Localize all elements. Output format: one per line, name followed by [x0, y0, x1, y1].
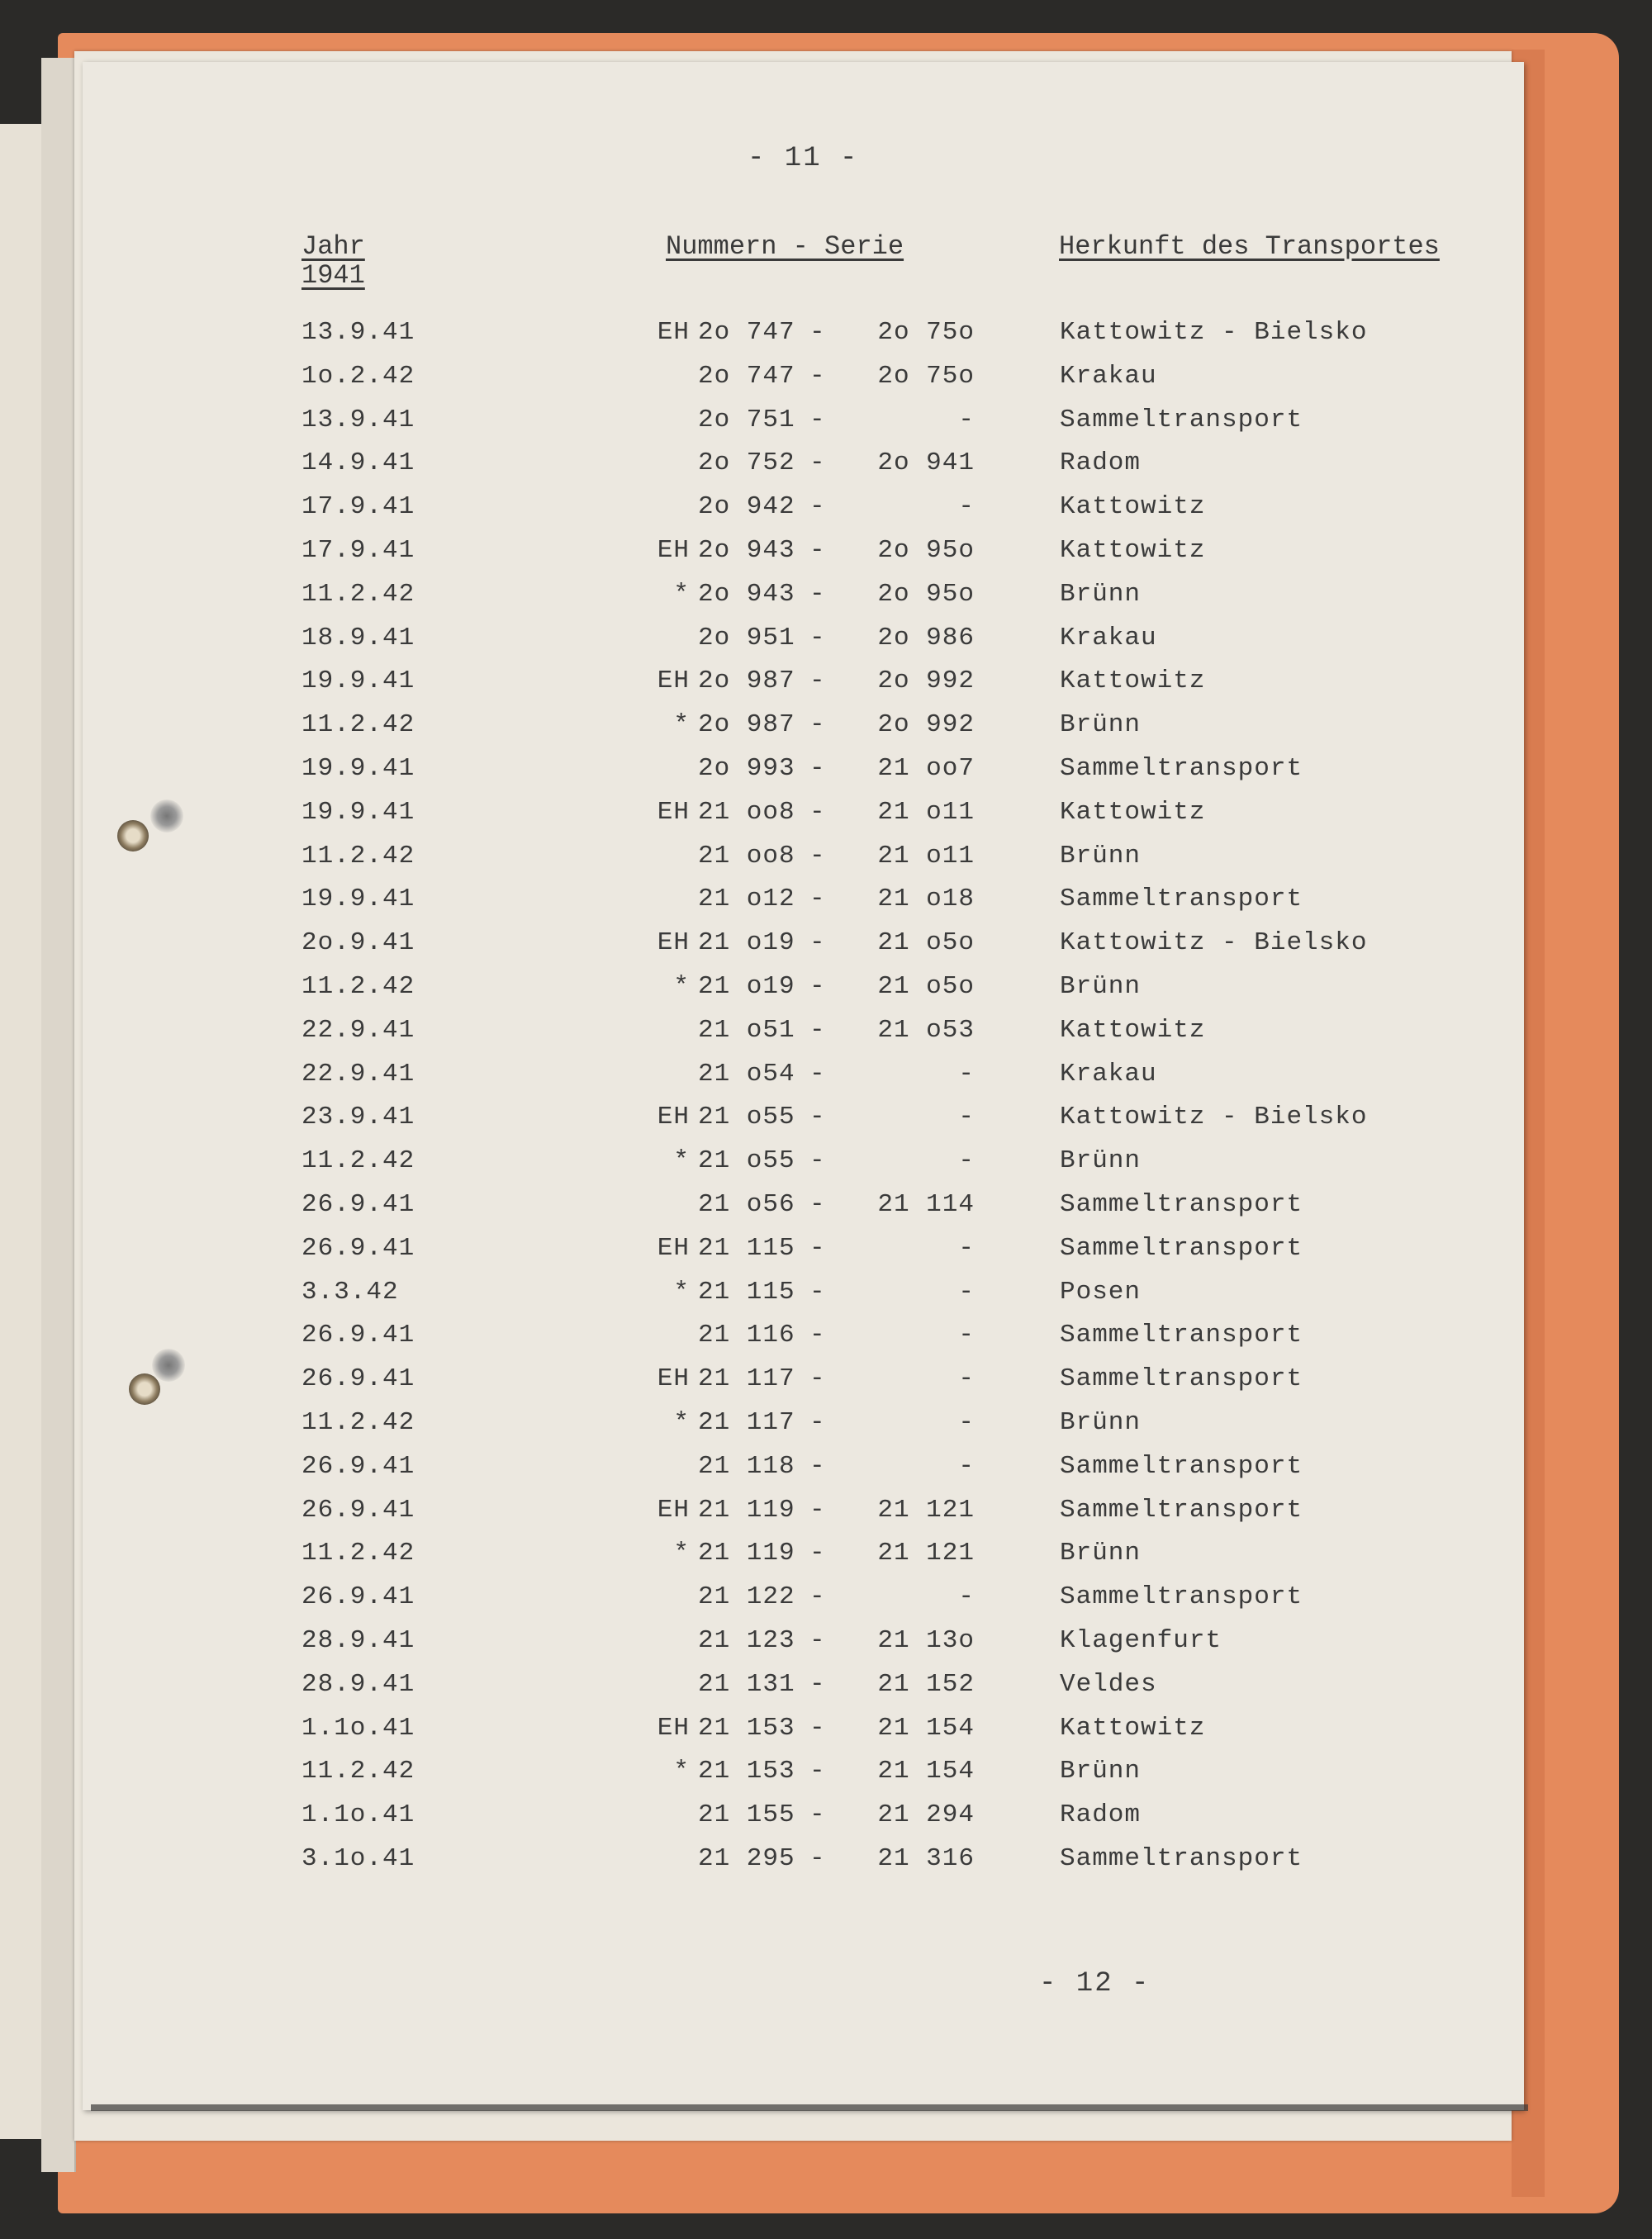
row-origin: Kattowitz: [1060, 492, 1206, 522]
row-number-from: 21 155: [698, 1800, 795, 1830]
row-number-to: -: [958, 1364, 975, 1394]
row-prefix: *: [673, 1539, 690, 1568]
row-prefix: EH: [657, 536, 690, 565]
range-separator: -: [809, 1146, 826, 1176]
row-number-to: -: [958, 1277, 975, 1307]
row-origin: Sammeltransport: [1060, 754, 1303, 783]
row-number-from: 21 o12: [698, 885, 795, 914]
row-number-to: 21 154: [877, 1757, 975, 1786]
table-row: [83, 1626, 1524, 1670]
row-origin: Veldes: [1060, 1669, 1157, 1699]
row-number-to: -: [958, 492, 975, 522]
row-date: 11.2.42: [301, 710, 415, 740]
row-number-to: 2o 75o: [877, 361, 975, 391]
row-prefix: *: [673, 1757, 690, 1786]
row-number-from: 2o 943: [698, 536, 795, 565]
table-row: [83, 1800, 1524, 1844]
row-number-from: 2o 747: [698, 318, 795, 347]
row-origin: Krakau: [1060, 361, 1157, 391]
row-date: 1o.2.42: [301, 361, 415, 391]
row-date: 22.9.41: [301, 1059, 415, 1089]
table-row: [83, 972, 1524, 1016]
row-number-from: 21 295: [698, 1844, 795, 1873]
row-date: 22.9.41: [301, 1015, 415, 1045]
row-date: 13.9.41: [301, 318, 415, 347]
row-number-to: 2o 986: [877, 623, 975, 652]
table-row: [83, 1844, 1524, 1888]
row-date: 11.2.42: [301, 1146, 415, 1176]
row-prefix: *: [673, 1277, 690, 1307]
table-row: [83, 1146, 1524, 1190]
row-origin: Sammeltransport: [1060, 1451, 1303, 1481]
table-row: [83, 448, 1524, 492]
table-row: [83, 1278, 1524, 1321]
row-prefix: EH: [657, 1364, 690, 1394]
table-row: [83, 1364, 1524, 1408]
row-date: 26.9.41: [301, 1582, 415, 1612]
row-date: 3.3.42: [301, 1277, 399, 1307]
punch-hole-mark: [150, 799, 183, 833]
table-row: [83, 624, 1524, 667]
row-number-to: 21 121: [877, 1539, 975, 1568]
row-origin: Radom: [1060, 1800, 1142, 1830]
row-number-to: 2o 941: [877, 448, 975, 478]
range-separator: -: [809, 1277, 826, 1307]
row-origin: Brünn: [1060, 1539, 1142, 1568]
row-number-to: -: [958, 1059, 975, 1089]
row-number-from: 21 o55: [698, 1103, 795, 1132]
row-origin: Krakau: [1060, 623, 1157, 652]
table-row: [83, 318, 1524, 362]
range-separator: -: [809, 1190, 826, 1219]
row-number-to: 21 13o: [877, 1626, 975, 1655]
row-number-to: 2o 992: [877, 666, 975, 696]
header-year: Jahr: [301, 231, 365, 262]
row-date: 11.2.42: [301, 1757, 415, 1786]
row-number-to: 21 o18: [877, 885, 975, 914]
range-separator: -: [809, 361, 826, 391]
punch-hole-mark: [152, 1349, 185, 1382]
range-separator: -: [809, 841, 826, 870]
row-origin: Brünn: [1060, 579, 1142, 609]
table-row: [83, 928, 1524, 972]
row-origin: Kattowitz: [1060, 536, 1206, 565]
range-separator: -: [809, 797, 826, 827]
table-row: [83, 1103, 1524, 1146]
header-number-series: Nummern - Serie: [666, 231, 904, 262]
range-separator: -: [809, 1233, 826, 1263]
row-number-from: 2o 987: [698, 710, 795, 740]
row-number-from: 2o 752: [698, 448, 795, 478]
row-number-to: 21 oo7: [877, 754, 975, 783]
row-date: 2o.9.41: [301, 928, 415, 958]
row-number-to: 21 o11: [877, 797, 975, 827]
row-date: 19.9.41: [301, 885, 415, 914]
row-origin: Sammeltransport: [1060, 1495, 1303, 1525]
table-row: [83, 1496, 1524, 1539]
range-separator: -: [809, 492, 826, 522]
table-row: [83, 710, 1524, 754]
row-origin: Kattowitz - Bielsko: [1060, 1103, 1368, 1132]
row-number-to: 21 294: [877, 1800, 975, 1830]
range-separator: -: [809, 1844, 826, 1873]
range-separator: -: [809, 579, 826, 609]
header-year-value: 1941: [301, 260, 365, 291]
row-date: 11.2.42: [301, 1408, 415, 1437]
range-separator: -: [809, 1800, 826, 1830]
row-number-to: 21 316: [877, 1844, 975, 1873]
row-origin: Brünn: [1060, 972, 1142, 1001]
row-date: 13.9.41: [301, 405, 415, 434]
table-row: [83, 580, 1524, 624]
row-date: 26.9.41: [301, 1495, 415, 1525]
row-prefix: EH: [657, 1103, 690, 1132]
page-number-top: - 11 -: [748, 143, 859, 174]
range-separator: -: [809, 885, 826, 914]
table-row: [83, 362, 1524, 406]
row-number-to: -: [958, 1146, 975, 1176]
page-number-bottom: - 12 -: [1039, 1968, 1151, 1999]
row-number-from: 21 117: [698, 1364, 795, 1394]
row-number-to: 21 o5o: [877, 928, 975, 958]
row-origin: Brünn: [1060, 841, 1142, 870]
row-origin: Kattowitz: [1060, 666, 1206, 696]
row-number-from: 21 118: [698, 1451, 795, 1481]
table-row: [83, 1452, 1524, 1496]
row-number-to: 2o 95o: [877, 536, 975, 565]
row-number-to: -: [958, 1233, 975, 1263]
row-number-to: -: [958, 405, 975, 434]
range-separator: -: [809, 318, 826, 347]
range-separator: -: [809, 405, 826, 434]
left-facing-page: [0, 124, 44, 2139]
row-origin: Kattowitz: [1060, 1015, 1206, 1045]
row-number-to: -: [958, 1408, 975, 1437]
row-number-to: 21 114: [877, 1190, 975, 1219]
row-origin: Sammeltransport: [1060, 1233, 1303, 1263]
range-separator: -: [809, 1495, 826, 1525]
range-separator: -: [809, 1321, 826, 1350]
row-prefix: *: [673, 1146, 690, 1176]
row-number-from: 21 119: [698, 1539, 795, 1568]
row-number-to: 2o 992: [877, 710, 975, 740]
row-origin: Brünn: [1060, 710, 1142, 740]
row-prefix: *: [673, 710, 690, 740]
row-number-from: 21 131: [698, 1669, 795, 1699]
row-number-from: 21 119: [698, 1495, 795, 1525]
row-date: 19.9.41: [301, 797, 415, 827]
range-separator: -: [809, 1626, 826, 1655]
row-origin: Sammeltransport: [1060, 1190, 1303, 1219]
row-prefix: EH: [657, 928, 690, 958]
row-origin: Sammeltransport: [1060, 1321, 1303, 1350]
row-date: 1.1o.41: [301, 1713, 415, 1743]
row-origin: Radom: [1060, 448, 1142, 478]
row-prefix: *: [673, 579, 690, 609]
row-prefix: EH: [657, 318, 690, 347]
row-date: 17.9.41: [301, 492, 415, 522]
range-separator: -: [809, 1059, 826, 1089]
row-number-from: 21 153: [698, 1713, 795, 1743]
table-row: [83, 1190, 1524, 1234]
row-number-from: 21 o19: [698, 928, 795, 958]
row-origin: Brünn: [1060, 1146, 1142, 1176]
row-prefix: EH: [657, 1713, 690, 1743]
row-origin: Sammeltransport: [1060, 1582, 1303, 1612]
range-separator: -: [809, 1757, 826, 1786]
table-row: [83, 798, 1524, 842]
range-separator: -: [809, 1364, 826, 1394]
row-number-to: 2o 95o: [877, 579, 975, 609]
range-separator: -: [809, 1669, 826, 1699]
range-separator: -: [809, 928, 826, 958]
row-number-to: 21 o53: [877, 1015, 975, 1045]
row-number-from: 21 116: [698, 1321, 795, 1350]
row-number-from: 21 115: [698, 1277, 795, 1307]
table-row: [83, 754, 1524, 798]
row-number-from: 21 153: [698, 1757, 795, 1786]
row-origin: Brünn: [1060, 1408, 1142, 1437]
row-number-from: 21 oo8: [698, 797, 795, 827]
row-date: 26.9.41: [301, 1321, 415, 1350]
row-prefix: EH: [657, 666, 690, 696]
range-separator: -: [809, 1451, 826, 1481]
row-number-from: 2o 951: [698, 623, 795, 652]
row-prefix: *: [673, 1408, 690, 1437]
row-number-from: 21 123: [698, 1626, 795, 1655]
table-row: [83, 842, 1524, 885]
row-number-from: 21 o55: [698, 1146, 795, 1176]
table-row: [83, 1539, 1524, 1582]
row-number-to: -: [958, 1321, 975, 1350]
row-number-from: 21 o51: [698, 1015, 795, 1045]
row-date: 3.1o.41: [301, 1844, 415, 1873]
row-origin: Sammeltransport: [1060, 1364, 1303, 1394]
table-row: [83, 1060, 1524, 1103]
row-number-to: 21 152: [877, 1669, 975, 1699]
row-origin: Kattowitz - Bielsko: [1060, 928, 1368, 958]
row-prefix: EH: [657, 1233, 690, 1263]
range-separator: -: [809, 972, 826, 1001]
row-number-to: 2o 75o: [877, 318, 975, 347]
table-row: [83, 1582, 1524, 1626]
row-number-to: -: [958, 1451, 975, 1481]
table-row: [83, 1714, 1524, 1758]
row-origin: Krakau: [1060, 1059, 1157, 1089]
table-row: [83, 1234, 1524, 1278]
row-origin: Klagenfurt: [1060, 1626, 1222, 1655]
range-separator: -: [809, 448, 826, 478]
row-origin: Sammeltransport: [1060, 405, 1303, 434]
row-number-from: 2o 993: [698, 754, 795, 783]
row-number-to: 21 o11: [877, 841, 975, 870]
range-separator: -: [809, 623, 826, 652]
range-separator: -: [809, 1103, 826, 1132]
row-number-to: 21 154: [877, 1713, 975, 1743]
range-separator: -: [809, 1582, 826, 1612]
punch-hole: [117, 820, 149, 851]
row-number-from: 21 o19: [698, 972, 795, 1001]
row-prefix: EH: [657, 1495, 690, 1525]
row-date: 11.2.42: [301, 841, 415, 870]
range-separator: -: [809, 1539, 826, 1568]
row-prefix: *: [673, 972, 690, 1001]
row-number-from: 21 o56: [698, 1190, 795, 1219]
row-number-from: 21 117: [698, 1408, 795, 1437]
row-number-from: 21 o54: [698, 1059, 795, 1089]
table-row: [83, 492, 1524, 536]
row-date: 26.9.41: [301, 1190, 415, 1219]
range-separator: -: [809, 1713, 826, 1743]
row-origin: Sammeltransport: [1060, 1844, 1303, 1873]
row-number-to: 21 121: [877, 1495, 975, 1525]
row-number-from: 21 oo8: [698, 841, 795, 870]
row-date: 19.9.41: [301, 666, 415, 696]
range-separator: -: [809, 1408, 826, 1437]
row-origin: Kattowitz - Bielsko: [1060, 318, 1368, 347]
table-row: [83, 1321, 1524, 1364]
row-origin: Sammeltransport: [1060, 885, 1303, 914]
row-origin: Brünn: [1060, 1757, 1142, 1786]
range-separator: -: [809, 710, 826, 740]
row-number-from: 21 115: [698, 1233, 795, 1263]
row-date: 28.9.41: [301, 1626, 415, 1655]
row-origin: Kattowitz: [1060, 797, 1206, 827]
typed-document-page: [83, 62, 1524, 2110]
page-stack-edge: [41, 58, 76, 2172]
row-date: 14.9.41: [301, 448, 415, 478]
row-number-to: 21 o5o: [877, 972, 975, 1001]
row-date: 26.9.41: [301, 1233, 415, 1263]
row-date: 18.9.41: [301, 623, 415, 652]
header-transport-origin: Herkunft des Transportes: [1059, 231, 1440, 262]
table-row: [83, 1016, 1524, 1060]
row-number-from: 2o 747: [698, 361, 795, 391]
row-number-from: 21 122: [698, 1582, 795, 1612]
row-origin: Posen: [1060, 1277, 1142, 1307]
row-date: 26.9.41: [301, 1364, 415, 1394]
range-separator: -: [809, 536, 826, 565]
row-date: 26.9.41: [301, 1451, 415, 1481]
row-date: 28.9.41: [301, 1669, 415, 1699]
table-row: [83, 1670, 1524, 1714]
row-number-from: 2o 751: [698, 405, 795, 434]
table-row: [83, 885, 1524, 928]
row-date: 11.2.42: [301, 972, 415, 1001]
row-number-from: 2o 943: [698, 579, 795, 609]
row-number-to: -: [958, 1103, 975, 1132]
range-separator: -: [809, 754, 826, 783]
row-prefix: EH: [657, 797, 690, 827]
table-row: [83, 536, 1524, 580]
row-date: 11.2.42: [301, 579, 415, 609]
range-separator: -: [809, 1015, 826, 1045]
page-bottom-shadow: [91, 2104, 1528, 2111]
row-number-to: -: [958, 1582, 975, 1612]
row-number-from: 2o 987: [698, 666, 795, 696]
table-row: [83, 1757, 1524, 1800]
punch-hole: [129, 1373, 160, 1405]
row-date: 1.1o.41: [301, 1800, 415, 1830]
row-date: 23.9.41: [301, 1103, 415, 1132]
table-row: [83, 406, 1524, 449]
row-origin: Kattowitz: [1060, 1713, 1206, 1743]
row-number-from: 2o 942: [698, 492, 795, 522]
row-date: 11.2.42: [301, 1539, 415, 1568]
row-date: 17.9.41: [301, 536, 415, 565]
table-row: [83, 666, 1524, 710]
table-row: [83, 1408, 1524, 1452]
range-separator: -: [809, 666, 826, 696]
row-date: 19.9.41: [301, 754, 415, 783]
